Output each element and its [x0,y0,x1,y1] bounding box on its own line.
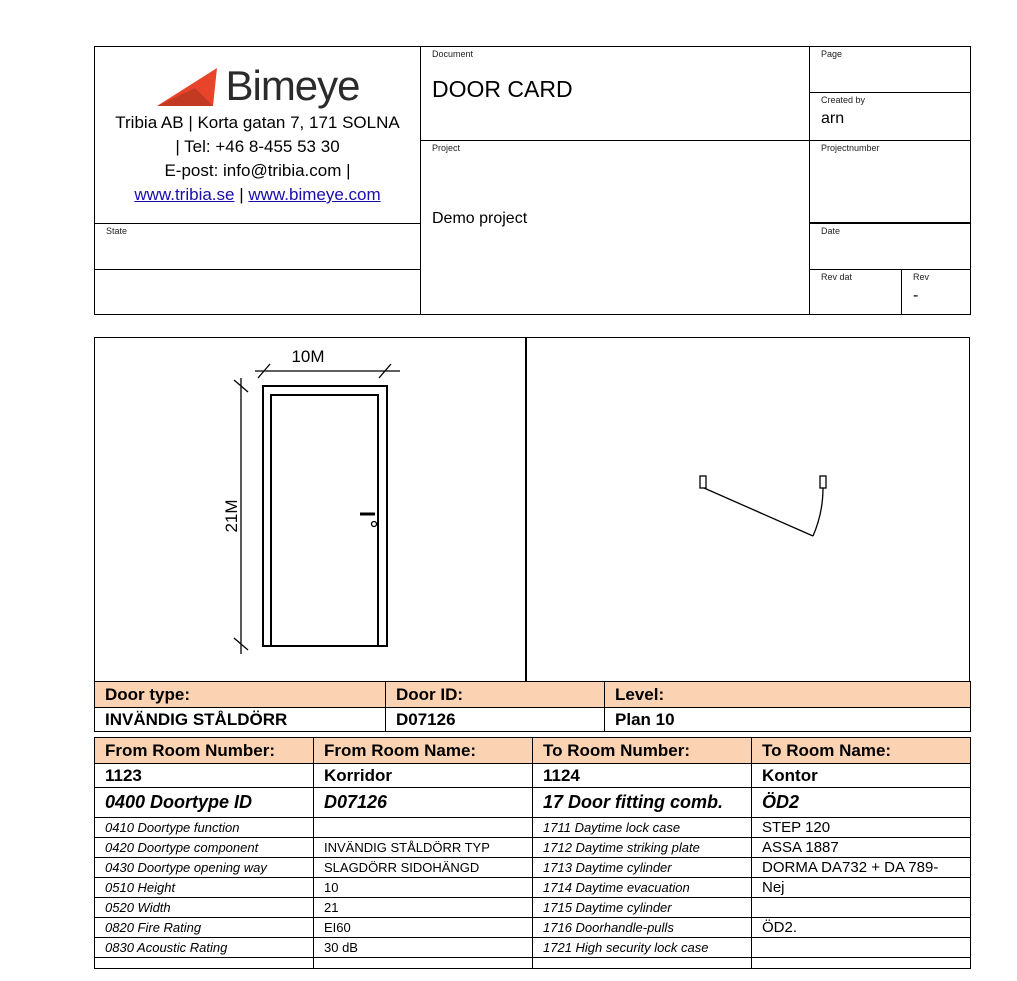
property-row [95,858,971,878]
property-label: 0420 Doortype component [95,838,314,858]
door-data-table [94,681,971,732]
bimeye-logo [95,61,420,111]
property-label: 1711 Daytime lock case [533,818,752,838]
projectnumber-label: Projectnumber [821,143,880,153]
level-label: Level: [605,682,971,708]
rev-value: - [913,287,919,304]
property-value: 10 [314,878,533,898]
property-label: 1712 Daytime striking plate [533,838,752,858]
door-frame [263,386,387,646]
property-label: 1721 High security lock case [533,938,752,958]
section-row [95,788,971,818]
property-row [95,898,971,918]
company-email: E-post: info@tribia.com | [164,161,351,180]
property-value [752,898,971,918]
created-by-cell [810,93,971,141]
property-value: 21 [314,898,533,918]
property-label: 0410 Doortype function [95,818,314,838]
to-room-number: 1124 [533,764,752,788]
door-info-value-row [95,708,971,732]
from-room-name: Korridor [314,764,533,788]
property-value [314,818,533,838]
property-value: ASSA 1887 [752,838,971,858]
door-id-value: D07126 [386,708,605,732]
door-lock [372,522,377,527]
drawing-area [94,337,970,682]
from-room-name-label: From Room Name: [314,738,533,764]
state-label: State [106,226,128,236]
revdat-value [810,283,901,287]
document-label: Document [432,49,474,59]
door-id-label: Door ID: [386,682,605,708]
door-info-header-row [95,682,971,708]
level-value: Plan 10 [605,708,971,732]
from-room-number-label: From Room Number: [95,738,314,764]
property-label: 1716 Doorhandle-pulls [533,918,752,938]
created-by-label: Created by [821,95,866,105]
company-info [95,47,421,224]
title-block [94,46,971,315]
company-links [95,183,420,207]
revdat-cell [810,270,902,315]
projectnumber-value [810,154,970,158]
property-row [95,938,971,958]
property-label: 0430 Doortype opening way [95,858,314,878]
property-row [95,878,971,898]
property-label: 0520 Width [95,898,314,918]
property-label: 1715 Daytime cylinder [533,898,752,918]
property-label [95,958,314,969]
property-value: STEP 120 [752,818,971,838]
rev-cell [902,270,971,315]
section-left-label: 0400 Doortype ID [95,788,314,818]
section-right-label: 17 Door fitting comb. [533,788,752,818]
door-type-label: Door type: [95,682,386,708]
date-value [810,237,970,241]
to-room-name: Kontor [752,764,971,788]
plan-wall-right [820,476,826,488]
width-dimension-label: 10M [291,347,325,366]
property-value: ÖD2. [752,918,971,938]
property-value: DORMA DA732 + DA 789- [752,858,971,878]
document-value: DOOR CARD [432,76,573,102]
page-cell [810,47,971,93]
door-elevation-drawing [95,338,525,682]
company-phone: | Tel: +46 8-455 53 30 [175,137,340,156]
brand-name: Bimeye [225,62,360,109]
state-cell [95,224,421,270]
property-label: 0830 Acoustic Rating [95,938,314,958]
project-cell [421,141,810,315]
property-value [752,958,971,969]
page-label: Page [821,49,843,59]
bimeye-link[interactable]: www.bimeye.com [248,185,381,204]
state-value-cell [95,270,421,315]
door-plan-drawing [527,338,969,682]
state-value [95,237,420,241]
property-label: 1713 Daytime cylinder [533,858,752,878]
created-by-value: arn [821,110,845,127]
tribia-link[interactable]: www.tribia.se [134,185,235,204]
door-type-value: INVÄNDIG STÅLDÖRR [95,708,386,732]
plan-wall-left [700,476,706,488]
property-value [752,938,971,958]
property-value: SLAGDÖRR SIDOHÄNGD [314,858,533,878]
project-label: Project [432,143,461,153]
property-label: 0510 Height [95,878,314,898]
property-value: INVÄNDIG STÅLDÖRR TYP [314,838,533,858]
projectnumber-cell [810,141,971,223]
door-leaf [271,395,378,646]
section-left-value: D07126 [314,788,533,818]
property-label [533,958,752,969]
property-row [95,918,971,938]
revdat-label: Rev dat [821,272,853,282]
property-value: 30 dB [314,938,533,958]
property-label: 0820 Fire Rating [95,918,314,938]
date-cell [810,224,971,270]
property-value [314,958,533,969]
property-value: Nej [752,878,971,898]
property-label: 1714 Daytime evacuation [533,878,752,898]
property-value: EI60 [314,918,533,938]
company-address: Tribia AB | Korta gatan 7, 171 SOLNA [115,113,400,132]
project-value: Demo project [432,210,528,227]
page-value [810,60,970,64]
room-value-row [95,764,971,788]
to-room-name-label: To Room Name: [752,738,971,764]
section-right-value: ÖD2 [752,788,971,818]
property-row-cut [95,958,971,969]
to-room-number-label: To Room Number: [533,738,752,764]
property-row [95,818,971,838]
plan-door-leaf [704,488,813,536]
room-data-table [94,737,971,969]
rev-label: Rev [913,272,930,282]
link-separator: | [239,185,244,204]
plan-door-swing [813,488,823,536]
date-label: Date [821,226,841,236]
room-header-row [95,738,971,764]
bimeye-logo-icon [155,64,219,108]
from-room-number: 1123 [95,764,314,788]
height-dimension-label: 21M [222,499,241,533]
property-row [95,838,971,858]
document-cell [421,47,810,141]
